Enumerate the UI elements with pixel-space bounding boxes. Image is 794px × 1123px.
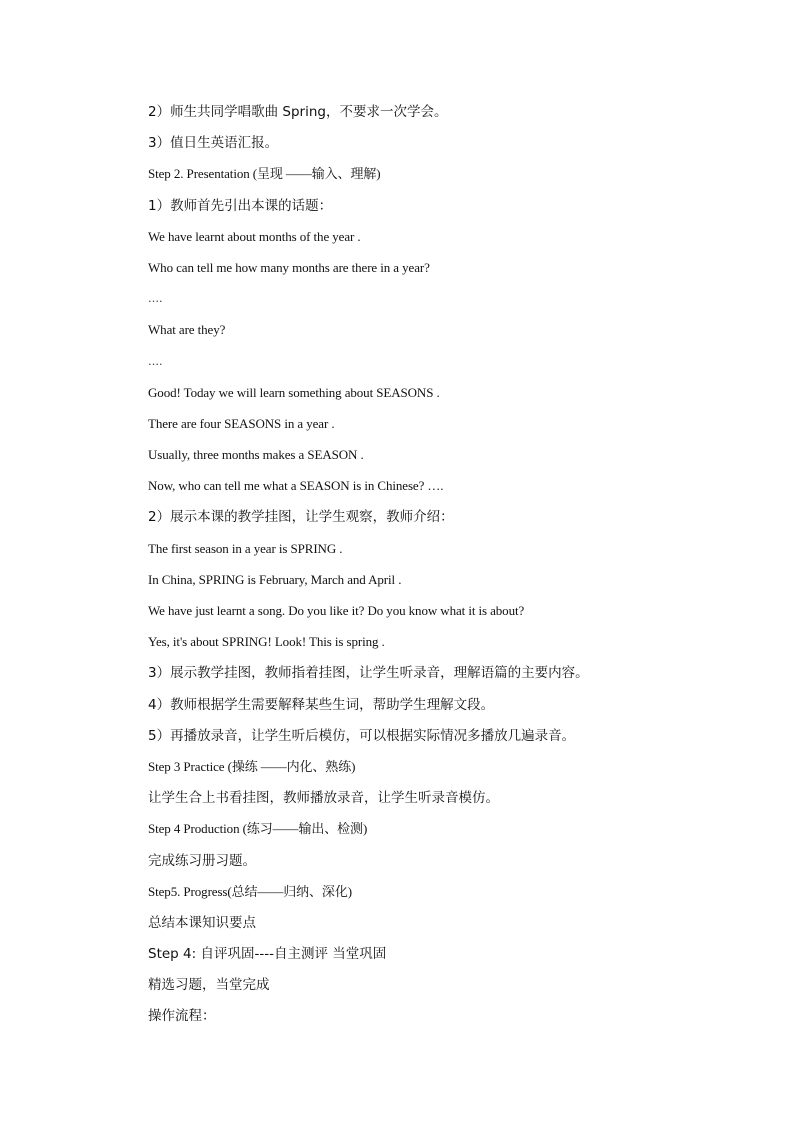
dialogue-line: We have just learnt a song. Do you like it? Do you know what it is about? xyxy=(148,603,525,618)
dialogue-line: Usually, three months makes a SEASON . xyxy=(148,447,364,463)
paragraph-replay-recording: 5）再播放录音，让学生听后模仿，可以根据实际情况多播放几遍录音。 xyxy=(148,727,576,744)
paragraph-practice-instructions: 让学生合上书看挂图，教师播放录音，让学生听录音模仿。 xyxy=(148,790,499,807)
paragraph-exercises: 精选习题，当堂完成 xyxy=(148,977,270,994)
heading-step-5-progress: Step5. Progress(总结——归纳、深化) xyxy=(148,883,352,899)
dialogue-line: What are they? xyxy=(148,322,226,338)
dialogue-line: There are four SEASONS in a year . xyxy=(148,415,335,431)
paragraph-workbook: 完成练习册习题。 xyxy=(148,852,256,869)
paragraph-procedure: 操作流程： xyxy=(148,1008,216,1025)
heading-step-2-presentation: Step 2. Presentation (呈现 ——输入、理解) xyxy=(148,166,381,182)
dialogue-line: We have learnt about months of the year . xyxy=(148,228,361,244)
dialogue-line: The first season in a year is SPRING . xyxy=(148,540,343,556)
dialogue-line: Who can tell me how many months are there in a year? xyxy=(148,259,430,275)
dialogue-line: Good! Today we will learn something about SEASONS . xyxy=(148,384,440,400)
paragraph-introduce-topic: 1）教师首先引出本课的话题： xyxy=(148,197,333,214)
paragraph-listen-recording: 3）展示教学挂图，教师指着挂图，让学生听录音，理解语篇的主要内容。 xyxy=(148,665,589,682)
dialogue-line: Now, who can tell me what a SEASON is in Chinese? …. xyxy=(148,478,444,494)
document-body xyxy=(148,101,668,1037)
heading-step-4-production: Step 4 Production (练习——输出、检测) xyxy=(148,821,368,837)
ellipsis-line: …. xyxy=(148,292,163,306)
dialogue-line: In China, SPRING is February, March and April . xyxy=(148,571,402,587)
paragraph-show-picture: 2）展示本课的教学挂图，让学生观察，教师介绍： xyxy=(148,509,454,526)
paragraph-explain-words: 4）教师根据学生需要解释某些生词，帮助学生理解文段。 xyxy=(148,696,495,713)
heading-step-3-practice: Step 3 Practice (操练 ——内化、熟练) xyxy=(148,758,356,774)
ellipsis-line: …. xyxy=(148,354,163,368)
paragraph-sing-song: 2）师生共同学唱歌曲 Spring，不要求一次学会。 xyxy=(148,104,448,120)
dialogue-line: Yes, it's about SPRING! Look! This is spring . xyxy=(148,634,385,650)
paragraph-duty-report: 3）值日生英语汇报。 xyxy=(148,135,279,152)
paragraph-summary: 总结本课知识要点 xyxy=(148,914,256,931)
heading-step-4-self-assessment: Step 4: 自评巩固----自主测评 当堂巩固 xyxy=(148,946,387,963)
